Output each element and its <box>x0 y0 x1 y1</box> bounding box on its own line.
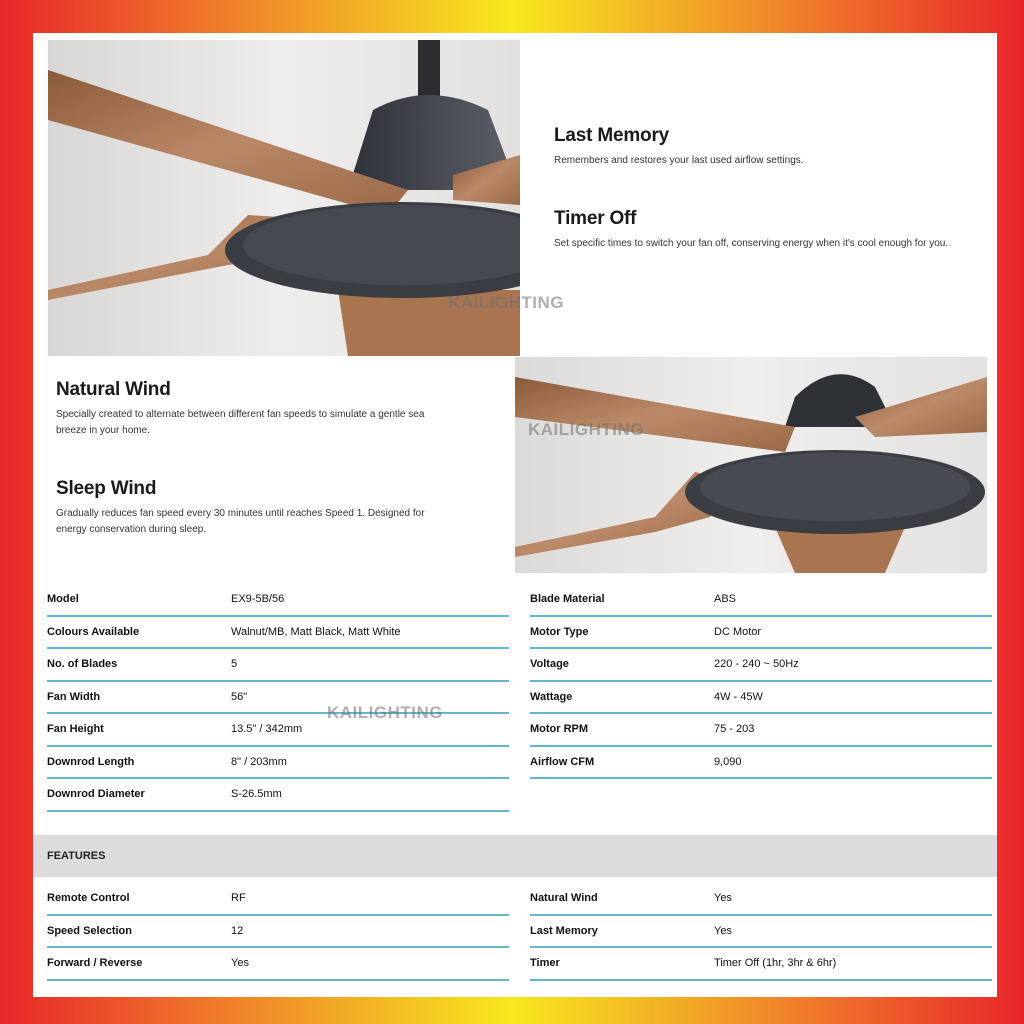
feature-sleep-wind <box>56 478 476 538</box>
spec-value: Yes <box>714 892 732 905</box>
spec-label: Wattage <box>530 690 573 703</box>
spec-label: Model <box>47 593 79 606</box>
spec-label: Airflow CFM <box>530 755 595 768</box>
feature-desc: Remembers and restores your last used airflow settings. <box>554 155 804 166</box>
spec-row <box>530 747 992 780</box>
spec-row <box>47 584 509 617</box>
spec-label: Last Memory <box>530 924 598 937</box>
spec-row <box>47 649 509 682</box>
spec-value: EX9-5B/56 <box>231 593 285 606</box>
spec-row <box>530 617 992 650</box>
product-sheet <box>33 33 997 997</box>
spec-label: Motor RPM <box>530 723 589 736</box>
spec-value: 12 <box>231 924 244 937</box>
spec-label: Downrod Length <box>47 755 135 768</box>
spec-value: RF <box>231 892 246 905</box>
spec-label: Downrod Diameter <box>47 788 145 801</box>
spec-label: No. of Blades <box>47 658 118 671</box>
spec-value: Yes <box>231 957 249 970</box>
spec-value: DC Motor <box>714 625 762 638</box>
spec-value: 220 - 240 ~ 50Hz <box>714 658 799 671</box>
spec-value: ABS <box>714 593 737 606</box>
spec-row <box>530 916 992 949</box>
spec-label: Colours Available <box>47 625 140 638</box>
spec-label: Natural Wind <box>530 892 598 905</box>
watermark: KAILIGHTING <box>448 293 564 312</box>
spec-value: 56" <box>231 690 248 703</box>
spec-value: S-26.5mm <box>231 788 282 801</box>
spec-row <box>47 779 509 812</box>
spec-row <box>530 883 992 916</box>
spec-table-right <box>530 584 992 779</box>
spec-value: Walnut/MB, Matt Black, Matt White <box>231 625 401 638</box>
spec-value: Yes <box>714 924 732 937</box>
spec-row <box>47 948 509 981</box>
spec-label: Remote Control <box>47 892 130 905</box>
spec-value: 13.5" / 342mm <box>231 723 303 736</box>
watermark: KAILIGHTING <box>327 703 443 722</box>
feature-desc: Set specific times to switch your fan off, conserving energy when it's cool enough for you. <box>554 238 949 249</box>
spec-label: Speed Selection <box>47 924 132 937</box>
spec-row <box>47 617 509 650</box>
spec-value: 8" / 203mm <box>231 755 287 768</box>
spec-label: Timer <box>530 957 560 970</box>
spec-row <box>530 649 992 682</box>
feature-desc-line2: energy conservation during sleep. <box>56 524 207 535</box>
spec-table-left <box>47 584 509 812</box>
spec-label: Motor Type <box>530 625 589 638</box>
spec-value: 5 <box>231 658 238 671</box>
features-heading: FEATURES <box>47 850 106 862</box>
spec-value: 75 - 203 <box>714 723 755 736</box>
spec-row <box>530 584 992 617</box>
spec-value: Timer Off (1hr, 3hr & 6hr) <box>714 957 837 970</box>
features-table-right <box>530 883 992 981</box>
spec-row <box>530 682 992 715</box>
spec-value: 9,090 <box>714 755 742 768</box>
spec-label: Blade Material <box>530 593 605 606</box>
feature-desc-line2: breeze in your home. <box>56 425 150 436</box>
spec-row <box>530 714 992 747</box>
watermark: KAILIGHTING <box>528 420 644 439</box>
spec-row <box>47 883 509 916</box>
feature-natural-wind <box>56 379 476 439</box>
spec-value: 4W - 45W <box>714 690 763 703</box>
feature-title: Natural Wind <box>56 379 171 400</box>
spec-label: Forward / Reverse <box>47 957 143 970</box>
feature-desc-line1: Gradually reduces fan speed every 30 minutes until reaches Speed 1. Designed for <box>56 508 425 519</box>
feature-last-memory <box>554 125 984 169</box>
spec-label: Fan Height <box>47 723 104 736</box>
fan-photo-angle <box>515 357 987 573</box>
feature-title: Sleep Wind <box>56 478 157 499</box>
feature-title: Timer Off <box>554 208 637 229</box>
feature-desc-line1: Specially created to alternate between different fan speeds to simulate a gentle sea <box>56 409 425 420</box>
spec-row <box>47 916 509 949</box>
feature-title: Last Memory <box>554 125 670 146</box>
feature-timer-off <box>554 208 994 252</box>
spec-row <box>530 948 992 981</box>
spec-label: Fan Width <box>47 690 101 703</box>
spec-row <box>47 747 509 780</box>
spec-label: Voltage <box>530 658 569 671</box>
features-table-left <box>47 883 509 981</box>
features-heading-bar <box>33 835 997 877</box>
